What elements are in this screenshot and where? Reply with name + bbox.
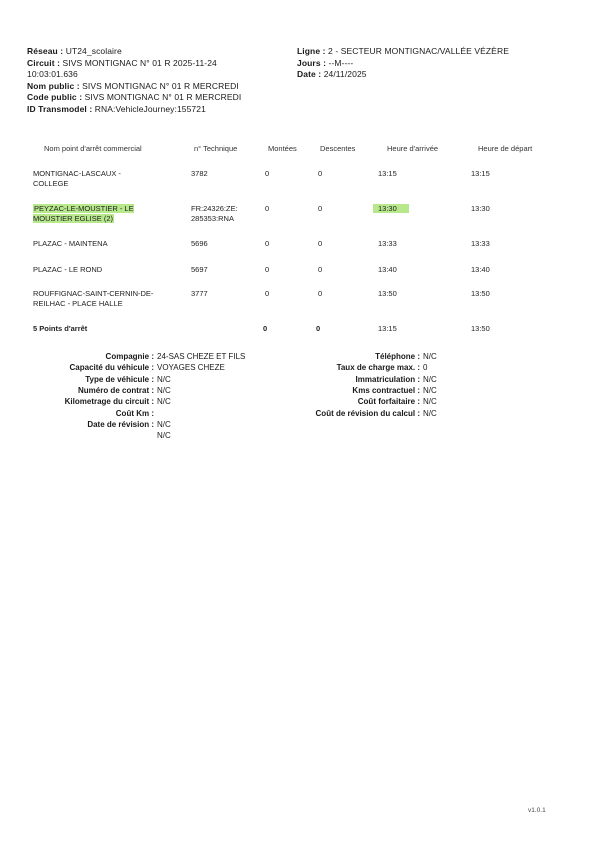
row-3-depart: 13:33 [471,239,490,248]
kms-contractuel-label: Kms contractuel : [352,386,420,395]
date-revision-value: N/C [157,420,171,429]
col-header-montees: Montées [268,144,297,153]
telephone-value: N/C [423,352,437,361]
row-1-arrivee: 13:15 [378,169,397,178]
row-3-tech: 5696 [191,239,208,248]
cout-revision-value: N/C [423,409,437,418]
col-header-descentes: Descentes [320,144,356,153]
total-depart: 13:50 [471,324,490,333]
cout-revision-label: Coût de révision du calcul : [315,409,420,418]
row-5-montees: 0 [265,289,270,298]
transmodel-id-line: ID Transmodel : RNA:VehicleJourney:155721 [27,103,206,114]
col-header-name: Nom point d'arrêt commercial [44,144,142,153]
date-line: Date : 24/11/2025 [297,69,367,79]
compagnie-label: Compagnie : [105,352,154,361]
nom-public-line: Nom public : SIVS MONTIGNAC N° 01 R MERCREDI [27,80,239,91]
total-descentes: 0 [316,324,321,333]
total-label: 5 Points d'arrêt [33,324,88,333]
row-2-name-text: PEYZAC-LE-MOUSTIER - LE MOUSTIER EGLISE (2) [33,204,134,223]
kilometrage-label: Kilometrage du circuit : [64,397,154,406]
immatriculation-label: Immatriculation : [355,375,420,384]
numero-contrat-value: N/C [157,386,171,395]
row-4-montees: 0 [265,265,270,274]
row-2-descentes: 0 [318,204,323,213]
row-5-descentes: 0 [318,289,323,298]
capacite-value: VOYAGES CHEZE [157,363,225,372]
taux-charge-value: 0 [423,363,428,372]
type-vehicule-value: N/C [157,375,171,384]
taux-charge-label: Taux de charge max. : [336,363,420,372]
col-header-arrivee: Heure d'arrivée [387,144,439,153]
row-5-name: ROUFFIGNAC-SAINT-CERNIN-DE-REILHAC - PLACE HALLE [33,289,154,308]
row-3-descentes: 0 [318,239,323,248]
kilometrage-value: N/C [157,397,171,406]
row-5-tech: 3777 [191,289,208,298]
jours-line: Jours : --M---- [297,57,354,68]
row-4-descentes: 0 [318,265,323,274]
numero-contrat-label: Numéro de contrat : [77,386,154,395]
row-2-name [33,204,158,224]
row-1-tech: 3782 [191,169,208,178]
row-2-montees: 0 [265,204,270,213]
type-vehicule-label: Type de véhicule : [85,375,154,384]
row-4-depart: 13:40 [471,265,490,274]
row-2-arrivee [373,204,409,214]
col-header-depart: Heure de départ [478,144,533,153]
immatriculation-value: N/C [423,375,437,384]
kms-contractuel-value: N/C [423,386,437,395]
capacite-label: Capacité du véhicule : [69,363,154,372]
row-2-arrivee-text: 13:30 [373,204,409,213]
compagnie-value: 24-SAS CHEZE ET FILS [157,352,246,361]
row-3-name: PLAZAC - MAINTENA [33,239,108,248]
header-right [297,46,509,81]
row-5-arrivee: 13:50 [378,289,397,298]
row-4-arrivee: 13:40 [378,265,397,274]
row-5-depart: 13:50 [471,289,490,298]
version-label: v1.0.1 [528,807,546,814]
row-2-depart: 13:30 [471,204,490,213]
circuit-line: Circuit : SIVS MONTIGNAC N° 01 R 2025-11-24 [27,57,217,68]
row-1-depart: 13:15 [471,169,490,178]
telephone-label: Téléphone : [375,352,420,361]
header-left [27,46,241,115]
row-1-name: MONTIGNAC-LASCAUX - COLLEGE [33,169,121,188]
cout-km-label: Coût Km : [115,409,154,418]
code-public-line: Code public : SIVS MONTIGNAC N° 01 R MERCREDI [27,92,242,102]
row-3-montees: 0 [265,239,270,248]
date-revision-label: Date de révision : [87,420,154,429]
row-1-montees: 0 [265,169,270,178]
circuit-timestamp: 10:03:01.636 [27,69,78,79]
row-2-tech: FR:24326:ZE: 285353:RNA [191,204,238,223]
row-3-arrivee: 13:33 [378,239,397,248]
col-header-tech: n° Technique [194,144,238,153]
reseau-line: Réseau : UT24_scolaire [27,46,122,56]
row-4-name: PLAZAC - LE ROND [33,265,103,274]
ligne-line: Ligne : 2 - SECTEUR MONTIGNAC/VALLÉE VÉZÈRE [297,46,509,56]
total-arrivee: 13:15 [378,324,397,333]
row-4-tech: 5697 [191,265,208,274]
cout-forfaitaire-value: N/C [423,397,437,406]
cout-forfaitaire-label: Coût forfaitaire : [357,397,420,406]
date-revision-value-2: N/C [157,431,171,440]
row-1-descentes: 0 [318,169,323,178]
total-montees: 0 [263,324,268,333]
